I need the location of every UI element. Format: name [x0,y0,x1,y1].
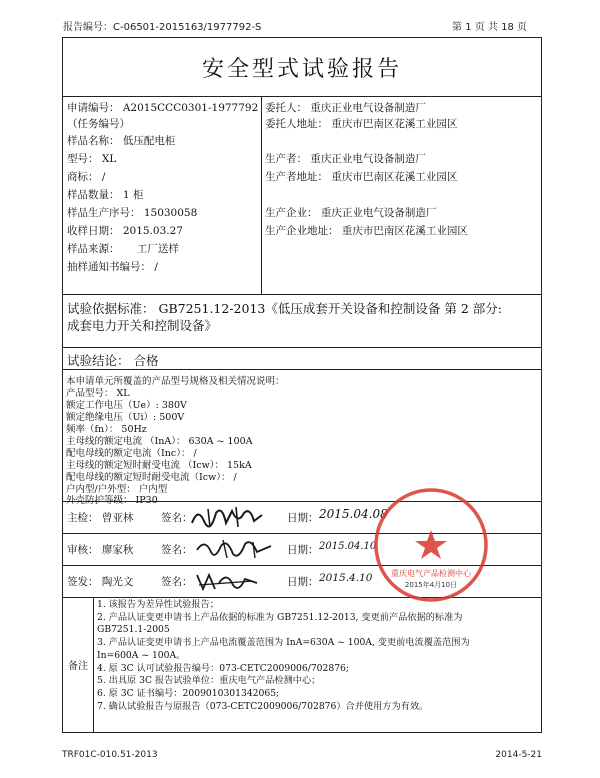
report-number: 报告编号：C-06501-2015163/1977792-S [63,22,262,33]
sampling-notice-number: 抽样通知书编号： / [67,261,158,273]
distribution-busbar-short-time-current: 配电母线的额定短时耐受电流（Icw）： / [66,472,237,483]
test-basis-line2: 成套电力开关和控制设备》 [67,318,218,333]
sample-model: 型号： XL [67,153,117,165]
sample-trademark: 商标： / [67,171,106,183]
client: 委托人： 重庆正业电气设备制造厂 [265,102,426,114]
notes-section [63,597,541,732]
factory-address: 生产企业地址： 重庆市巴南区花溪工业园区 [265,225,468,237]
manufacturer: 生产者： 重庆正业电气设备制造厂 [265,153,426,165]
report-frame [62,37,542,733]
manufacturer-address: 生产者地址： 重庆市巴南区花溪工业园区 [265,171,458,183]
seal-text: 重庆电气产品检测中心 [391,569,471,578]
reviewer-sign-label: 签名： [161,544,193,556]
application-number: 申请编号： A2015CCC0301-1977792 [67,102,259,114]
sample-quantity: 样品数量： 1 柜 [67,189,144,201]
test-basis-line1: 试验依据标准： GB7251.12-2013《低压成套开关设备和控制设备 第 2 部分: [67,301,502,316]
note-line: In=600A ~ 100A。 [97,649,186,661]
issuer-signature [193,569,263,593]
inspector-date-label: 日期： [287,512,319,524]
rated-insulation-voltage: 额定绝缘电压（Ui）: 500V [66,412,185,423]
product-model: 产品型号： XL [66,388,130,399]
note-line: 5. 出具原 3C 报告试验单位：重庆电气产品检测中心； [97,675,321,687]
main-busbar-short-time-current: 主母线的额定短时耐受电流 （Icw）： 15kA [66,460,252,471]
notes-body [97,599,537,713]
receive-date: 收样日期： 2015.03.27 [67,225,183,237]
note-line: 2. 产品认证变更申请书上产品依据的标准为 GB7251.12-2013, 变更前产品依据的标准为 [97,611,463,623]
inspector-sign-label: 签名： [161,512,193,524]
client-address: 委托人地址： 重庆市巴南区花溪工业园区 [265,118,458,130]
notes-label: 备注 [63,597,94,732]
note-line: 1. 该报告为差异性试验报告； [97,599,219,610]
sample-name: 样品名称： 低压配电柜 [67,135,176,147]
ip-rating: 外壳防护等级： IP30 [66,495,158,506]
production-number: 样品生产序号： 15030058 [67,207,198,219]
inspector-date: 2015.04.08 [319,507,388,521]
test-conclusion: 试验结论： 合格 [63,348,541,370]
task-number: （任务编号） [67,118,130,130]
reviewer-date-label: 日期： [287,544,319,556]
sample-source-value: 工厂送样 [136,243,179,255]
test-basis [63,294,541,348]
factory: 生产企业： 重庆正业电气设备制造厂 [265,207,437,219]
seal-date: 2015年4月10日 [404,581,458,589]
note-line: 7. 确认试验报告与原报告（073-CETC2009006/702876）合并使用方为有效。 [97,700,429,712]
footer-date: 2014-5-21 [495,750,542,760]
official-seal [372,486,490,604]
reviewer-date: 2015.04.10 [319,541,377,552]
note-line: GB7251.1-2005 [97,624,170,636]
report-title: 安全型式试验报告 [63,38,541,97]
sample-info [63,96,262,294]
footer-form-code: TRF01C-010.51-2013 [62,750,158,760]
applicant-section [63,96,541,295]
note-line: 3. 产品认证变更申请书上产品电流覆盖范围为 InA=630A ~ 100A, 变更前电流覆盖范围为 [97,637,470,649]
inspector-name: 主检： 曾亚林 [67,512,134,524]
party-info [261,96,541,294]
sample-source [67,241,179,256]
note-line: 6. 原 3C 证书编号：2009010301342065; [97,687,280,699]
reviewer-name: 审核： 廖家秋 [67,544,134,556]
reviewer-signature [193,536,275,562]
issuer-sign-label: 签名： [161,576,193,588]
issuer-date-label: 日期： [287,576,319,588]
sample-source-label: 样品来源： [67,243,120,255]
frequency: 频率（fn）： 50Hz [66,424,147,435]
inspector-signature [188,503,268,531]
issuer-name: 签发： 陶光文 [67,576,134,588]
note-line: 4. 原 3C 认可试验报告编号：073-CETC2009006/702876; [97,662,349,674]
page-info: 第 1 页 共 18 页 [452,22,527,33]
model-coverage [63,370,541,506]
main-busbar-current: 主母线的额定电流 （InA）： 630A ~ 100A [66,436,253,447]
indoor-outdoor-type: 户内型/户外型： 户内型 [66,484,168,495]
distribution-busbar-current: 配电母线的额定电流（Inc）： / [66,448,197,459]
rated-operating-voltage: 额定工作电压（Ue）: 380V [66,400,187,411]
issuer-date: 2015.4.10 [319,572,373,584]
coverage-intro: 本申请单元所覆盖的产品型号规格及相关情况说明： [66,376,285,387]
